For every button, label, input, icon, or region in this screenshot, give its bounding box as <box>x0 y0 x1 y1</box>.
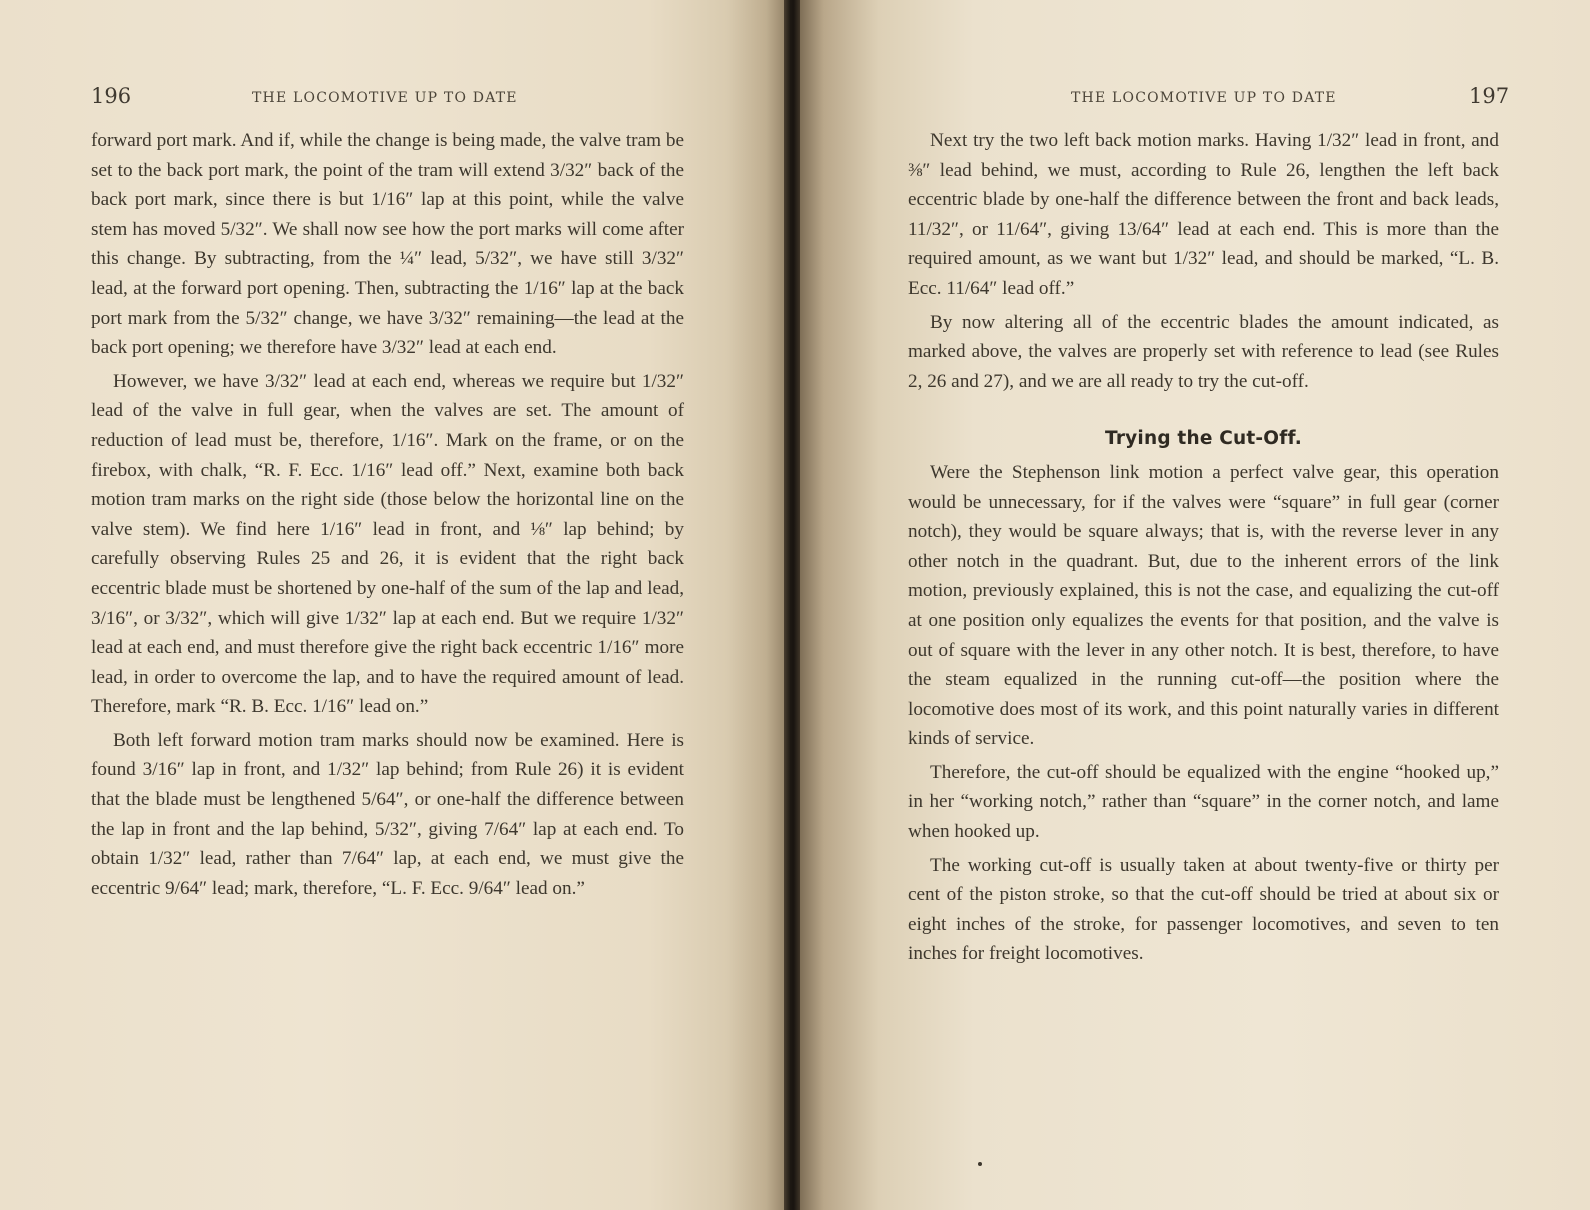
paragraph: However, we have 3/32″ lead at each end, whereas we require but 1/32″ lead of the valve in full gear, when the valves are set. The amount of reduction of lead must be, therefore, 1/16″. Mark on the frame, or on the firebox, with chalk, “R. F. Ecc. 1/16″ lead off.” Next, examine both back motion tram marks on the right side (those below the horizontal line on the valve stem). We find here 1/16″ lead in front, and ⅛″ lap behind; by carefully observing Rules 25 and 26, it is evident that the right back eccentric blade must be shortened by one-half of the sum of the lap and lead, 3/16″, or 3/32″, which will give 1/32″ lap at each end. But we require 1/32″ lead at each end, and must therefore give the right back eccentric 1/16″ more lead, in order to overcome the lap, and to have the required amount of lead. Therefore, mark “R. B. Ecc. 1/16″ lead on.” <box>91 370 684 718</box>
section-heading: Trying the Cut-Off. <box>1105 428 1302 450</box>
left-page-text <box>91 126 684 907</box>
page-number-left: 196 <box>91 84 132 108</box>
paragraph: Were the Stephenson link motion a perfect valve gear, this operation would be unnecessary, for if the valves were “square” in full gear (corner notch), they would be square always; that is, with the reverse lever in any other notch in the quadrant. But, due to the inherent errors of the link motion, previously explained, this is not the case, and equalizing the cut-off at one position only equalizes the events for that position, and the valve is out of square with the lever in any other notch. It is best, therefore, to have the steam equalized in the running cut-off—the position where the locomotive does most of its work, and this point naturally varies in different kinds of service. <box>908 461 1499 750</box>
paper-speck <box>978 1162 982 1166</box>
running-head-left <box>91 84 691 108</box>
right-page-text <box>908 126 1499 973</box>
running-head-title-right: THE LOCOMOTIVE UP TO DATE <box>1071 90 1337 106</box>
running-head-title-left: THE LOCOMOTIVE UP TO DATE <box>252 90 518 106</box>
paragraph: Both left forward motion tram marks should now be examined. Here is found 3/16″ lap in front, and 1/32″ lap behind; from Rule 26) it is evident that the blade must be lengthened 5/64″, or one-half the difference between the lap in front and the lap behind, 5/32″, giving 7/64″ lap at each end. To obtain 1/32″ lead, rather than 7/64″ lap, at each end, we must give the eccentric 9/64″ lead; mark, therefore, “L. F. Ecc. 9/64″ lead on.” <box>91 729 684 899</box>
paragraph: By now altering all of the eccentric blades the amount indicated, as marked above, the valves are properly set with reference to lead (see Rules 2, 26 and 27), and we are all ready to try the cut-off. <box>908 311 1499 392</box>
paragraph: Therefore, the cut-off should be equalized with the engine “hooked up,” in her “working notch,” rather than “square” in the corner notch, and lame when hooked up. <box>908 761 1499 843</box>
paragraph: The working cut-off is usually taken at about twenty-five or thirty per cent of the piston stroke, so that the cut-off should be tried at about six or eight inches of the stroke, for passenger locomotives, and seven to ten inches for freight locomotives. <box>908 854 1499 965</box>
left-page <box>0 0 790 1210</box>
page-number-right: 197 <box>1469 84 1510 108</box>
right-page <box>800 0 1590 1210</box>
book-gutter <box>784 0 800 1210</box>
paragraph: forward port mark. And if, while the change is being made, the valve tram be set to the back port mark, the point of the tram will extend 3/32″ back of the back port mark, since there is but 1/16″ lap at this point, while the valve stem has moved 5/32″. We shall now see how the port marks will come after this change. By subtracting, from the ¼″ lead, 5/32″, we have still 3/32″ lead, at the forward port opening. Then, subtracting the 1/16″ lap at the back port mark from the 5/32″ change, we have 3/32″ remaining—the lead at the back port opening; we therefore have 3/32″ lead at each end. <box>91 130 684 359</box>
paragraph: Next try the two left back motion marks. Having 1/32″ lead in front, and ⅜″ lead behind, we must, according to Rule 26, lengthen the left back eccentric blade by one-half the difference between the front and back leads, 11/32″, or 11/64″, giving 13/64″ lead at each end. This is more than the required amount, as we want but 1/32″ lead, and should be marked, “L. B. Ecc. 11/64″ lead off.” <box>908 130 1499 299</box>
